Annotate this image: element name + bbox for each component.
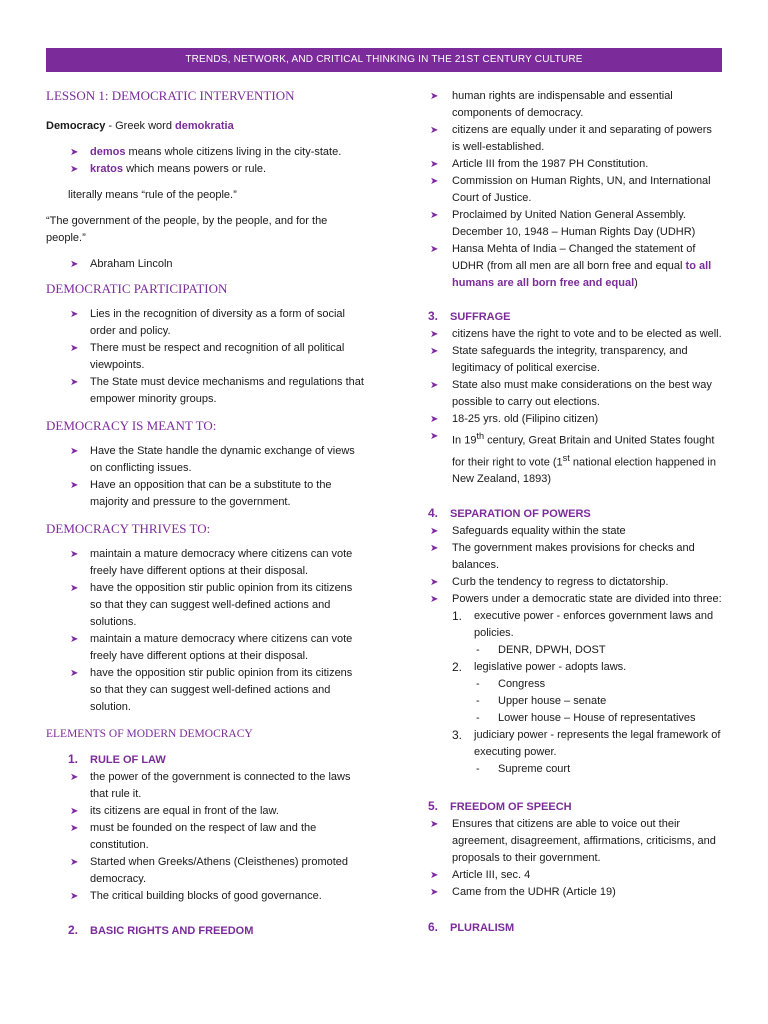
- powers-list: [428, 608, 722, 642]
- list-item-text: Article III, sec. 4: [452, 869, 531, 882]
- section-number: 4.: [428, 506, 439, 521]
- root-term: demos: [90, 146, 126, 158]
- list-item-text: executive power - enforces government laws and policies.: [474, 610, 714, 640]
- rule-of-law-list: [46, 769, 364, 905]
- list-item-text: The critical building blocks of good governance.: [90, 890, 322, 902]
- arrow-bullet-icon: ➤: [70, 549, 79, 560]
- arrow-bullet-icon: ➤: [430, 159, 439, 170]
- freedom-of-speech-list: [428, 816, 722, 901]
- list-item: [46, 374, 364, 408]
- list-item: [428, 608, 722, 642]
- section-title: SUFFRAGE: [450, 311, 511, 323]
- dash-bullet-icon: -: [476, 678, 480, 691]
- list-item: [428, 523, 722, 540]
- list-item-text: There must be respect and recognition of all political viewpoints.: [90, 342, 345, 371]
- arrow-bullet-icon: ➤: [430, 526, 439, 538]
- lesson-title: LESSON 1: DEMOCRATIC INTERVENTION: [46, 88, 295, 103]
- quote-author-list: [46, 256, 364, 273]
- list-item-text: Came from the UDHR (Article 19): [452, 886, 616, 899]
- roots-list: [46, 144, 364, 178]
- arrow-bullet-icon: ➤: [70, 309, 79, 320]
- basic-rights-list: [428, 88, 722, 292]
- participation-list: [46, 306, 364, 408]
- list-number: 2.: [452, 660, 463, 675]
- dash-bullet-icon: -: [476, 763, 480, 776]
- list-item: [428, 676, 722, 693]
- powers-list: [428, 727, 722, 761]
- meant-to-heading: DEMOCRACY IS MEANT TO:: [46, 418, 217, 433]
- list-item-text: Commission on Human Rights, UN, and International Court of Justice.: [452, 175, 711, 204]
- list-item: [46, 144, 364, 161]
- list-item-text: the power of the government is connected to the laws that rule it.: [90, 771, 351, 800]
- literal-meaning: literally means “rule of the people.”: [68, 189, 237, 201]
- list-item: [46, 854, 364, 888]
- list-item-text: Safeguards equality within the state: [452, 525, 626, 538]
- executive-sub-list: [428, 642, 722, 659]
- arrow-bullet-icon: ➤: [430, 887, 439, 899]
- list-item-text: century, Great Britain and United States fought for their right to vote (1: [452, 434, 715, 469]
- arrow-bullet-icon: ➤: [430, 819, 439, 831]
- section-title: SEPARATION OF POWERS: [450, 508, 591, 521]
- right-column: [428, 88, 722, 937]
- list-item-text: maintain a mature democracy where citizens can vote freely have different options at their disposal.: [90, 633, 353, 662]
- list-item: [428, 207, 722, 241]
- arrow-bullet-icon: ➤: [70, 164, 79, 175]
- list-item-text: The State must device mechanisms and regulations that empower minority groups.: [90, 376, 364, 405]
- arrow-bullet-icon: ➤: [70, 259, 79, 270]
- list-item-text: Lies in the recognition of diversity as a form of social order and policy.: [90, 308, 345, 337]
- list-item-text: maintain a mature democracy where citizens can vote freely have different options at their disposal.: [90, 548, 353, 577]
- arrow-bullet-icon: ➤: [430, 329, 439, 340]
- legislative-sub-list: [428, 676, 722, 727]
- root-term: kratos: [90, 163, 124, 175]
- list-item: [46, 340, 364, 374]
- list-item: [428, 867, 722, 884]
- arrow-bullet-icon: ➤: [70, 634, 79, 645]
- arrow-bullet-icon: ➤: [70, 891, 79, 902]
- document-header-banner: TRENDS, NETWORK, AND CRITICAL THINKING IN THE 21ST CENTURY CULTURE: [46, 48, 722, 72]
- democracy-rest: - Greek word: [105, 120, 176, 132]
- arrow-bullet-icon: ➤: [70, 480, 79, 491]
- list-item: [428, 659, 722, 676]
- arrow-bullet-icon: ➤: [430, 431, 439, 442]
- list-item-text: Congress: [498, 678, 546, 691]
- list-item: [428, 122, 722, 156]
- list-item: [428, 761, 722, 778]
- arrow-bullet-icon: ➤: [70, 806, 79, 817]
- list-item-text: Proclaimed by United Nation General Assembly. December 10, 1948 – Human Rights Day (UDHR): [452, 209, 696, 238]
- list-item-text: Lower house – House of representatives: [498, 712, 696, 725]
- list-item-text: State safeguards the integrity, transparency, and legitimacy of political exercise.: [452, 345, 688, 374]
- dash-bullet-icon: -: [476, 712, 480, 725]
- hansa-end: ): [634, 277, 638, 289]
- list-item: [428, 540, 722, 574]
- meant-to-list: [46, 443, 364, 511]
- arrow-bullet-icon: ➤: [70, 583, 79, 594]
- list-item: [428, 574, 722, 591]
- list-item-text: Have an opposition that can be a substitute to the majority and pressure to the government.: [90, 479, 332, 508]
- list-item-text: Ensures that citizens are able to voice out their agreement, disagreement, affirmations, criticisms, and proposals to their government.: [452, 818, 716, 865]
- arrow-bullet-icon: ➤: [70, 857, 79, 868]
- list-item: [428, 343, 722, 377]
- arrow-bullet-icon: ➤: [430, 543, 439, 555]
- thrives-to-heading: DEMOCRACY THRIVES TO:: [46, 521, 211, 536]
- dash-bullet-icon: -: [476, 695, 480, 708]
- section-title: BASIC RIGHTS AND FREEDOM: [90, 925, 254, 937]
- section-title: RULE OF LAW: [90, 754, 166, 766]
- list-item: [46, 477, 364, 511]
- lincoln-quote: “The government of the people, by the people, and for the people.”: [46, 215, 328, 244]
- list-item: [46, 443, 364, 477]
- arrow-bullet-icon: ➤: [430, 870, 439, 882]
- list-item-text: national election happened in New Zealand, 1893): [452, 456, 716, 486]
- list-item: [428, 710, 722, 727]
- list-item-text: human rights are indispensable and essential components of democracy.: [452, 90, 673, 119]
- list-item: [428, 377, 722, 411]
- arrow-bullet-icon: ➤: [430, 244, 439, 255]
- list-item-text: The government makes provisions for checks and balances.: [452, 542, 695, 572]
- list-item: [46, 306, 364, 340]
- list-item: [46, 631, 364, 665]
- rule-of-law-heading: [46, 751, 364, 769]
- list-item-text: its citizens are equal in front of the law.: [90, 805, 279, 817]
- list-item-text: In 19: [452, 434, 477, 447]
- list-item: [428, 727, 722, 761]
- list-item: [46, 580, 364, 631]
- arrow-bullet-icon: ➤: [430, 346, 439, 357]
- list-item: [428, 326, 722, 343]
- basic-rights-heading: [46, 922, 364, 940]
- arrow-bullet-icon: ➤: [430, 577, 439, 589]
- list-item: [428, 428, 722, 488]
- list-item: [428, 591, 722, 608]
- suffrage-heading: [428, 308, 722, 326]
- arrow-bullet-icon: ➤: [430, 125, 439, 136]
- arrow-bullet-icon: ➤: [70, 668, 79, 679]
- arrow-bullet-icon: ➤: [70, 446, 79, 457]
- list-item-text: Upper house – senate: [498, 695, 607, 708]
- separation-list: [428, 523, 722, 608]
- list-item: [428, 642, 722, 659]
- arrow-bullet-icon: ➤: [430, 414, 439, 425]
- list-item-text: Curb the tendency to regress to dictatorship.: [452, 576, 669, 589]
- democracy-label: Democracy: [46, 120, 106, 132]
- elements-heading: ELEMENTS OF MODERN DEMOCRACY: [46, 728, 253, 740]
- powers-list: [428, 659, 722, 676]
- quote-author: Abraham Lincoln: [90, 258, 173, 270]
- list-item: [46, 803, 364, 820]
- section-number: 5.: [428, 799, 439, 814]
- list-item-text: have the opposition stir public opinion from its citizens so that they can suggest well-defined actions and solutions.: [90, 582, 353, 628]
- arrow-bullet-icon: ➤: [70, 147, 79, 158]
- freedom-of-speech-heading: [428, 798, 722, 816]
- list-item-text: DENR, DPWH, DOST: [498, 644, 606, 657]
- arrow-bullet-icon: ➤: [430, 176, 439, 187]
- list-item-text: 18-25 yrs. old (Filipino citizen): [452, 413, 599, 425]
- list-item: [46, 888, 364, 905]
- list-item-text: citizens have the right to vote and to be elected as well.: [452, 328, 722, 340]
- list-number: 1.: [452, 609, 463, 624]
- arrow-bullet-icon: ➤: [430, 210, 439, 221]
- suffrage-list: [428, 326, 722, 488]
- left-column: [46, 88, 364, 940]
- superscript: st: [562, 452, 570, 463]
- list-item: [428, 88, 722, 122]
- list-item-text: Powers under a democratic state are divided into three:: [452, 593, 722, 606]
- list-item: [428, 884, 722, 901]
- superscript: th: [476, 431, 485, 441]
- root-rest: means whole citizens living in the city-state.: [125, 146, 342, 158]
- list-item-text: legislative power - adopts laws.: [474, 661, 627, 674]
- hansa-text: Hansa Mehta of India – Changed the statement of UDHR (from all men are all born free and equal: [452, 243, 696, 272]
- list-item: [428, 173, 722, 207]
- democracy-definition: [46, 118, 364, 135]
- arrow-bullet-icon: ➤: [70, 343, 79, 354]
- section-number: 6.: [428, 920, 439, 935]
- list-item-text: must be founded on the respect of law and the constitution.: [90, 822, 317, 851]
- list-item-text: Started when Greeks/Athens (Cleisthenes) promoted democracy.: [90, 856, 349, 885]
- list-item-text: have the opposition stir public opinion from its citizens so that they can suggest well-defined actions and solution.: [90, 667, 353, 713]
- root-rest: which means powers or rule.: [123, 163, 267, 175]
- list-item: [428, 241, 722, 292]
- list-item: [46, 546, 364, 580]
- section-title: FREEDOM OF SPEECH: [450, 801, 572, 814]
- list-item-text: citizens are equally under it and separating of powers is well-established.: [452, 124, 712, 153]
- section-number: 3.: [428, 309, 439, 323]
- section-number: 1.: [68, 752, 79, 766]
- section-title: PLURALISM: [450, 922, 515, 935]
- list-item-text: Supreme court: [498, 763, 571, 776]
- dash-bullet-icon: -: [476, 644, 480, 657]
- list-item: [428, 411, 722, 428]
- list-item: [428, 693, 722, 710]
- list-item-text: Have the State handle the dynamic exchange of views on conflicting issues.: [90, 445, 355, 474]
- arrow-bullet-icon: ➤: [430, 380, 439, 391]
- judiciary-sub-list: [428, 761, 722, 778]
- list-number: 3.: [452, 728, 463, 743]
- participation-heading: DEMOCRATIC PARTICIPATION: [46, 281, 228, 296]
- list-item: [428, 816, 722, 867]
- democracy-word: demokratia: [175, 120, 234, 132]
- list-item-text: State also must make considerations on the best way possible to carry out elections.: [452, 379, 712, 408]
- arrow-bullet-icon: ➤: [70, 377, 79, 388]
- list-item: [46, 161, 364, 178]
- list-item-text: Article III from the 1987 PH Constitution.: [452, 158, 649, 170]
- separation-heading: [428, 505, 722, 523]
- arrow-bullet-icon: ➤: [430, 594, 439, 606]
- thrives-to-list: [46, 546, 364, 716]
- arrow-bullet-icon: ➤: [70, 772, 79, 783]
- list-item-text: judiciary power - represents the legal framework of executing power.: [474, 729, 721, 759]
- list-item: [428, 156, 722, 173]
- pluralism-heading: [428, 919, 722, 937]
- hansa-highlight: to all humans are all born free and equal: [452, 260, 712, 289]
- section-number: 2.: [68, 923, 79, 937]
- list-item: [46, 820, 364, 854]
- arrow-bullet-icon: ➤: [70, 823, 79, 834]
- list-item: [46, 769, 364, 803]
- list-item: [46, 665, 364, 716]
- list-item: [46, 256, 364, 273]
- arrow-bullet-icon: ➤: [430, 91, 439, 102]
